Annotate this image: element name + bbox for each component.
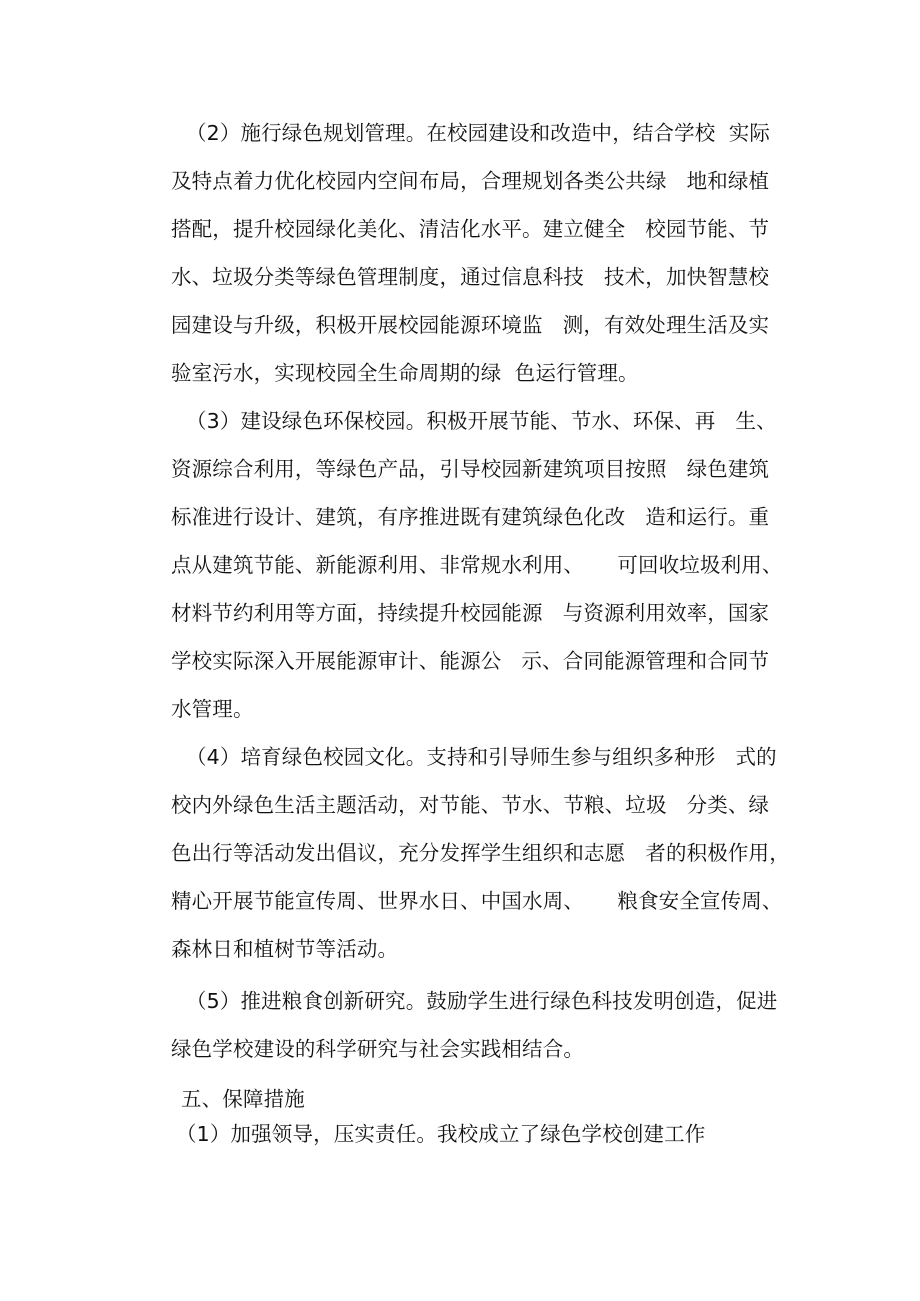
paragraph-3-line-3: 标准进行设计、建筑，有序推进既有建筑绿色化改 造和运行。重 [171, 505, 770, 529]
paragraph-4-line-2: 校内外绿色生活主题活动，对节能、节水、节粮、垃圾 分类、绿 [171, 793, 770, 817]
paragraph-3-line-2: 资源综合利用，等绿色产品，引导校园新建筑项目按照 绿色建筑 [171, 457, 770, 481]
paragraph-4-line-4: 精心开展节能宣传周、世界水日、中国水周、 粮食安全宣传周、 [171, 889, 783, 913]
paragraph-4-line-5: 森林日和植树节等活动。 [171, 937, 399, 961]
paragraph-5-line-1: （5）推进粮食创新研究。鼓励学生进行绿色科技发明创造，促进 [186, 989, 778, 1013]
paragraph-3-line-5: 材料节约利用等方面，持续提升校园能源 与资源利用效率，国家 [171, 601, 770, 625]
paragraph-4-line-3: 色出行等活动发出倡议，充分发挥学生组织和志愿 者的积极作用， [171, 841, 790, 865]
paragraph-2-line-2: 及特点着力优化校园内空间布局，合理规划各类公共绿 地和绿植 [171, 169, 770, 193]
paragraph-2-line-4: 水、垃圾分类等绿色管理制度，通过信息科技 技术，加快智慧校 [171, 265, 770, 289]
paragraph-3-line-4: 点从建筑节能、新能源利用、非常规水利用、 可回收垃圾利用、 [171, 553, 783, 577]
paragraph-3-line-6: 学校实际深入开展能源审计、能源公 示、合同能源管理和合同节 [171, 649, 770, 673]
paragraph-2-line-6: 验室污水，实现校园全生命周期的绿 色运行管理。 [171, 361, 639, 385]
paragraph-2-line-3: 搭配，提升校园绿化美化、清洁化水平。建立健全 校园节能、节 [171, 217, 770, 241]
paragraph-4-line-1: （4）培育绿色校园文化。支持和引导师生参与组织多种形 式的 [186, 745, 777, 769]
paragraph-3-line-1: （3）建设绿色环保校园。积极开展节能、节水、环保、再 生、 [186, 409, 777, 433]
paragraph-3-line-7: 水管理。 [171, 697, 254, 721]
paragraph-2-line-1: （2）施行绿色规划管理。在校园建设和改造中，结合学校 实际 [186, 121, 771, 145]
paragraph-5-line-2: 绿色学校建设的科学研究与社会实践相结合。 [171, 1037, 584, 1061]
safeguard-item-1-line-1: （1）加强领导，压实责任。我校成立了绿色学校创建工作 [176, 1122, 706, 1146]
section-heading-safeguards: 五、保障措施 [181, 1087, 305, 1111]
paragraph-2-line-5: 园建设与升级，积极开展校园能源环境监 测，有效处理生活及实 [171, 313, 770, 337]
